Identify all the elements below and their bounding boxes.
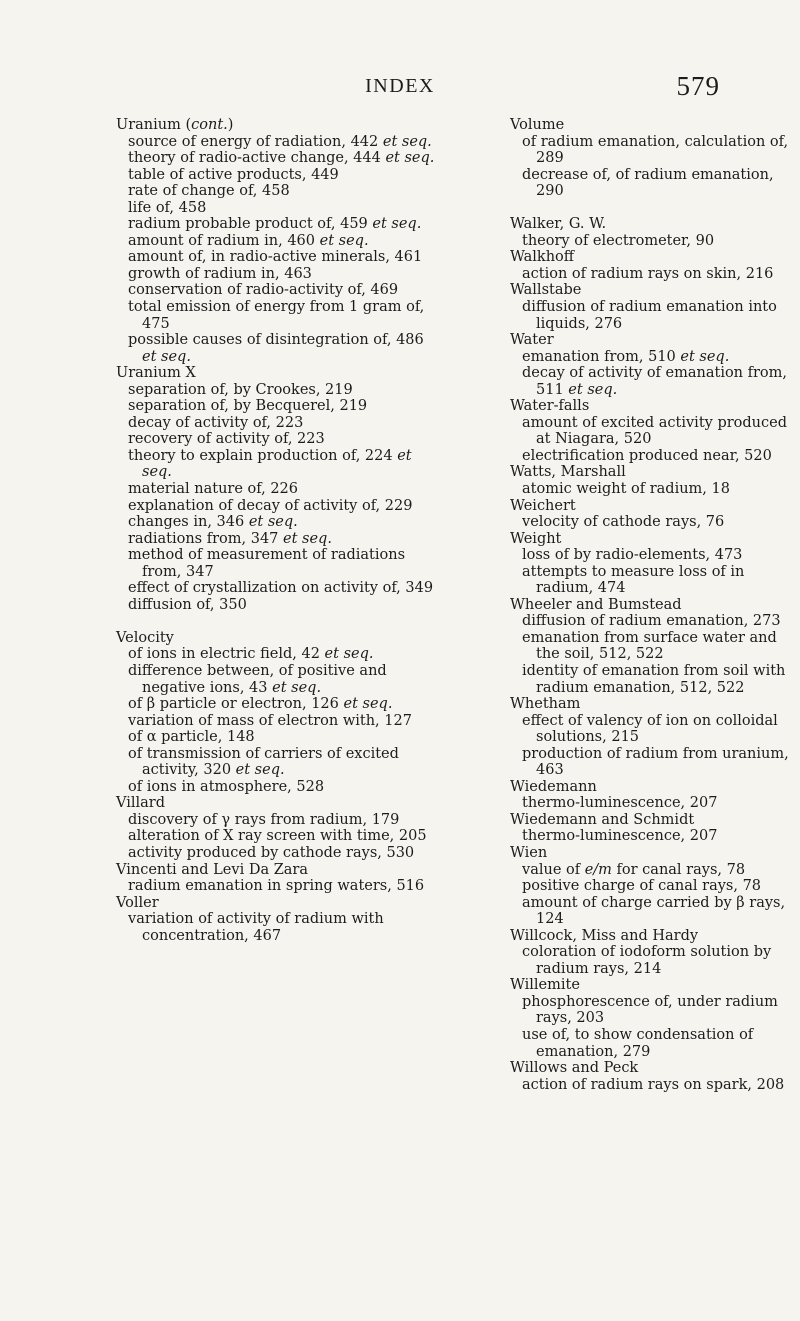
index-entry	[510, 282, 800, 332]
index-subentry: of transmission of carriers of excited activity, 320 et seq.	[128, 745, 399, 779]
index-subentry: action of radium rays on spark, 208	[522, 1076, 785, 1093]
index-subentry: decay of activity of, 223	[128, 414, 304, 431]
index-subentry: diffusion of radium emanation, 273	[522, 613, 781, 630]
index-headword: Whetham	[510, 696, 581, 713]
index-subentry: total emission of energy from 1 gram of, 475	[128, 299, 425, 332]
index-headword: Velocity	[116, 629, 174, 646]
index-headword: Weichert	[510, 497, 576, 514]
index-headword: Water-falls	[510, 398, 590, 415]
index-entry	[510, 498, 800, 531]
index-subentry: material nature of, 226	[128, 481, 299, 498]
index-subentry: radium emanation in spring waters, 516	[128, 878, 425, 895]
index-subentry: coloration of iodoform solution by radium rays, 214	[522, 944, 772, 977]
index-subentry: identity of emanation from soil with radium emanation, 512, 522	[522, 663, 786, 696]
index-subentry: theory of electrometer, 90	[522, 232, 715, 249]
index-subentry: emanation from surface water and the soil, 512, 522	[522, 629, 777, 663]
index-headword: Vincenti and Levi Da Zara	[116, 861, 309, 878]
index-subentry: explanation of decay of activity of, 229	[128, 497, 413, 514]
index-headword: Water	[510, 332, 554, 349]
running-header	[0, 71, 800, 105]
index-headword: Wheeler and Bumstead	[510, 596, 682, 613]
index-entry	[510, 779, 800, 812]
index-headword: Volume	[510, 117, 565, 133]
index-entry	[510, 531, 800, 597]
index-subentry: diffusion of radium emanation into liquids, 276	[522, 298, 777, 332]
index-headword: Walkhoff	[510, 249, 575, 266]
index-subentry: loss of by radio-elements, 473	[522, 547, 743, 564]
index-headword: Weight	[510, 530, 562, 547]
index-headword: Wiedemann and Schmidt	[510, 811, 695, 828]
index-subentry: electrification produced near, 520	[522, 447, 772, 464]
index-entry	[116, 117, 438, 365]
index-subentry: phosphorescence of, under radium rays, 203	[522, 993, 778, 1027]
index-subentry: discovery of γ rays from radium, 179	[128, 811, 400, 828]
index-headword: Uranium (cont.)	[116, 117, 234, 133]
index-subentry: effect of crystallization on activity of, 349	[128, 580, 434, 597]
index-subentry: positive charge of canal rays, 78	[522, 878, 762, 895]
index-subentry: theory of radio-active change, 444 et seq.	[128, 150, 435, 167]
index-entry	[510, 117, 800, 200]
index-entry	[510, 845, 800, 928]
index-subentry: growth of radium in, 463	[128, 265, 312, 282]
index-subentry: conservation of radio-activity of, 469	[128, 282, 399, 299]
index-subentry: of β particle or electron, 126 et seq.	[128, 696, 393, 713]
index-subentry: of ions in electric field, 42 et seq.	[128, 646, 374, 663]
index-entry	[510, 812, 800, 845]
index-headword: Willows and Peck	[510, 1060, 639, 1077]
index-subentry: of α particle, 148	[128, 729, 255, 746]
index-subentry: rate of change of, 458	[128, 183, 290, 200]
index-entry	[510, 977, 800, 1060]
index-subentry: production of radium from uranium, 463	[522, 745, 789, 779]
index-subentry: value of e/m for canal rays, 78	[522, 861, 746, 878]
index-subentry: changes in, 346 et seq.	[128, 514, 298, 531]
index-subentry: difference between, of positive and negative ions, 43 et seq.	[128, 663, 387, 696]
index-headword: Wallstabe	[510, 282, 582, 299]
index-subentry: decay of activity of emanation from, 511 et seq.	[522, 365, 788, 398]
index-column-left	[116, 117, 438, 944]
index-entry	[510, 332, 800, 398]
index-subentry: decrease of, of radium emanation, 290	[522, 166, 774, 200]
index-headword: Uranium X	[116, 365, 196, 382]
index-subentry: life of, 458	[128, 199, 207, 216]
index-subentry: atomic weight of radium, 18	[522, 480, 730, 497]
index-subentry: variation of activity of radium with concentration, 467	[128, 911, 384, 944]
index-headword: Wien	[510, 845, 548, 862]
index-entry	[510, 1060, 800, 1093]
index-headword: Willcock, Miss and Hardy	[510, 927, 699, 944]
index-subentry: amount of radium in, 460 et seq.	[128, 232, 369, 249]
index-entry	[510, 696, 800, 779]
index-headword: Walker, G. W.	[510, 216, 607, 233]
index-subentry: thermo-luminescence, 207	[522, 828, 718, 845]
index-subentry: table of active products, 449	[128, 166, 339, 183]
index-entry	[510, 398, 800, 464]
index-subentry: source of energy of radiation, 442 et seq.	[128, 133, 432, 150]
index-subentry: thermo-luminescence, 207	[522, 795, 718, 812]
index-subentry: method of measurement of radiations from, 347	[128, 547, 406, 580]
index-headword: Wiedemann	[510, 778, 597, 795]
index-subentry: recovery of activity of, 223	[128, 431, 325, 448]
index-headword: Voller	[116, 894, 159, 911]
index-subentry: of radium emanation, calculation of, 289	[522, 133, 789, 167]
index-subentry: of ions in atmosphere, 528	[128, 778, 325, 795]
index-entry	[510, 464, 800, 497]
index-entry	[510, 216, 800, 249]
index-entry	[116, 795, 438, 861]
index-subentry: alteration of X ray screen with time, 205	[128, 828, 427, 845]
index-headword: Villard	[116, 795, 165, 812]
index-subentry: attempts to measure loss of in radium, 474	[522, 563, 745, 597]
index-subentry: amount of excited activity produced at Niagara, 520	[522, 414, 787, 448]
index-headword: Watts, Marshall	[510, 464, 626, 481]
index-subentry: effect of valency of ion on colloidal solutions, 215	[522, 712, 778, 746]
index-subentry: theory to explain production of, 224 et seq.	[128, 447, 412, 481]
index-subentry: amount of charge carried by β rays, 124	[522, 894, 786, 928]
index-subentry: diffusion of, 350	[128, 596, 247, 613]
index-subentry: amount of, in radio-active minerals, 461	[128, 249, 423, 266]
index-subentry: use of, to show condensation of emanation, 279	[522, 1027, 754, 1060]
index-subentry: radium probable product of, 459 et seq.	[128, 216, 422, 233]
index-subentry: emanation from, 510 et seq.	[522, 348, 730, 365]
index-subentry: separation of, by Becquerel, 219	[128, 398, 368, 415]
index-subentry: action of radium rays on skin, 216	[522, 265, 774, 282]
index-entry	[116, 862, 438, 895]
index-entry	[510, 928, 800, 978]
index-entry	[116, 895, 438, 945]
index-entry	[116, 365, 438, 613]
index-entry	[510, 249, 800, 282]
index-entry	[510, 597, 800, 696]
index-headword: Willemite	[510, 977, 580, 994]
index-subentry: separation of, by Crookes, 219	[128, 381, 353, 398]
index-column-right	[510, 117, 800, 1093]
running-title: INDEX	[365, 75, 435, 97]
index-subentry: radiations from, 347 et seq.	[128, 530, 332, 547]
index-entry	[116, 630, 438, 795]
index-subentry: possible causes of disintegration of, 486 et seq.	[128, 332, 424, 365]
index-subentry: variation of mass of electron with, 127	[128, 712, 412, 729]
index-subentry: velocity of cathode rays, 76	[522, 514, 725, 531]
index-subentry: activity produced by cathode rays, 530	[128, 845, 415, 862]
page-number: 579	[676, 71, 720, 101]
